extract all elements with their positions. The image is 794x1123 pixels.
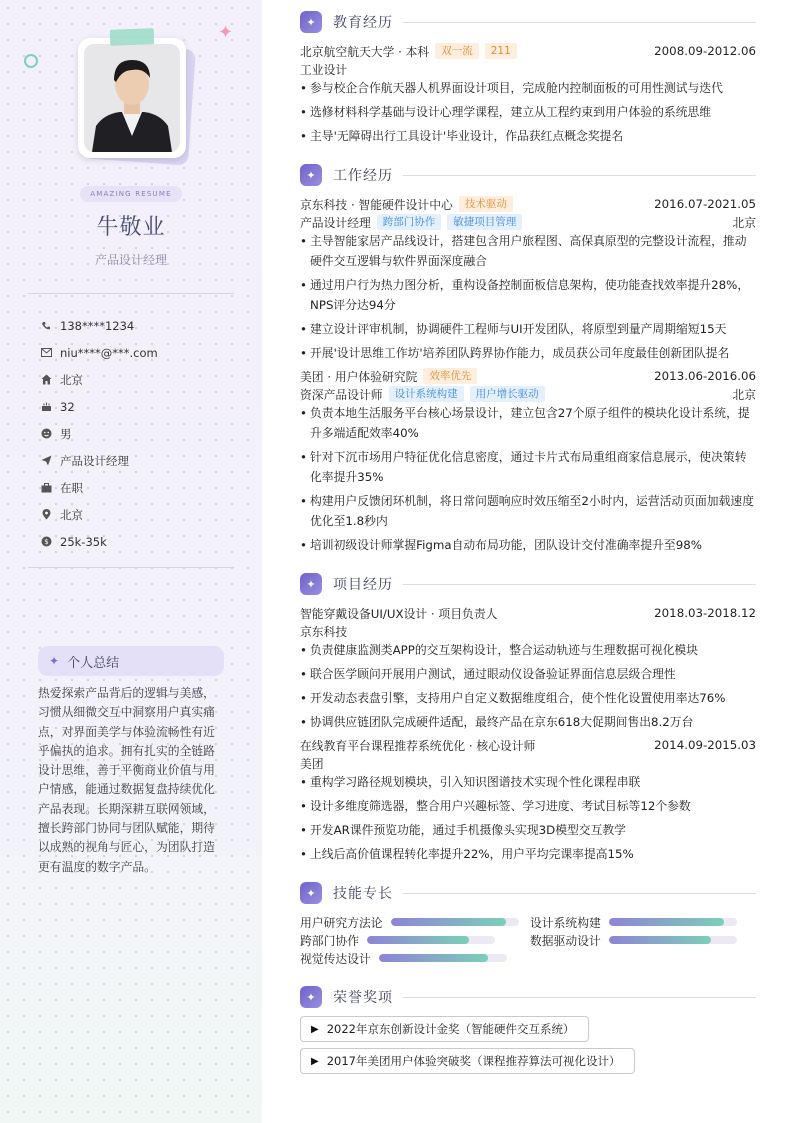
section-work-header [300,162,756,188]
section-projects-header [300,571,756,597]
role-tag: 跨部门协作 [377,214,442,230]
job-header-row [300,195,756,213]
project-header-row [300,604,756,622]
section-divider [403,175,756,176]
summary-heading-label: 个人总结 [67,655,120,671]
gender-icon [40,428,52,440]
skill-name: 跨部门协作 [300,933,359,948]
list-item: • 培训初级设计师掌握Figma自动布局功能，团队设计交付准确率提升至98% [300,535,756,555]
skill-name: 设计系统构建 [530,915,601,930]
section-education-header [300,9,756,35]
job-role: 资深产品设计师 [300,387,383,402]
job-role-row [300,385,756,403]
play-triangle-icon: ▶ [311,1023,319,1035]
section-divider [403,584,756,585]
project-org-row [300,754,756,772]
list-item: • 重构学习路径规划模块，引入知识图谱技术实现个性化课程串联 [300,772,756,792]
education-period: 2008.09-2012.06 [654,44,756,58]
candidate-name: 牛敬业 [96,215,166,240]
role-tag: 敏捷项目管理 [447,214,522,230]
salary-icon [40,536,52,548]
list-item: • 负责健康监测类APP的交互架构设计，整合运动轨迹与生理数据可视化模块 [300,640,756,660]
skill-name: 视觉传达设计 [300,951,371,966]
info-home [40,366,240,393]
list-item: • 针对下沉市场用户特征优化信息密度，通过卡片式布局重组商家信息展示，使决策转化率提升35% [300,447,756,487]
major: 工业设计 [300,62,348,77]
company-tag: 效率优先 [423,368,477,384]
education-major-row [300,60,756,78]
skill-bar [391,918,519,926]
role-tag: 设计系统构建 [389,386,464,402]
svg-text:$: $ [43,538,49,547]
list-item: • 主导智能家居产品线设计，搭建包含用户旅程图、高保真原型的完整设计流程，推动硬件交互逻辑与软件界面深度融合 [300,231,756,271]
sparkle-icon: ✦ [300,573,322,595]
section-title: 荣誉奖项 [333,990,393,1006]
skill-bar-fill [609,918,724,926]
job-city: 北京 [732,215,756,230]
resume-tag: AMAZING RESUME [80,186,182,202]
sidebar [0,0,262,1123]
list-item: • 开展'设计思维工作坊'培养团队跨界协作能力，成员获公司年度最佳创新团队提名 [300,343,756,363]
contact-info-list [40,312,240,555]
project-name: 智能穿戴设备UI/UX设计 · 项目负责人 [300,606,498,621]
education-header-row [300,42,756,60]
info-location [40,501,240,528]
summary-heading [38,646,224,676]
divider [28,567,234,568]
mail-icon [40,347,52,359]
school-tag: 双一流 [435,43,479,59]
list-item: • 联合医学顾问开展用户测试，通过眼动仪设备验证界面信息层级合理性 [300,664,756,684]
info-age [40,393,240,420]
decorative-ring [24,54,38,68]
list-item: • 通过用户行为热力图分析，重构设备控制面板信息架构，使功能查找效率提升28%，NPS评分达94分 [300,275,756,315]
sparkle-icon: ✦ [300,986,322,1008]
company-tag: 技术驱动 [459,196,513,212]
list-item: • 开发动态表盘引擎，支持用户自定义数据维度组合，使个性化设置使用率达76% [300,688,756,708]
skill-bar-fill [391,918,506,926]
skill-item [530,931,737,949]
job-city: 北京 [732,387,756,402]
section-title: 工作经历 [333,168,393,184]
section-divider [403,22,756,23]
section-title: 教育经历 [333,15,393,31]
info-status [40,474,240,501]
award-item [300,1016,589,1042]
list-item: • 参与校企合作航天器人机界面设计项目，完成舱内控制面板的可用性测试与迭代 [300,78,756,98]
phone-text: 138****1234 [60,318,135,333]
project-header-row [300,736,756,754]
skill-item [300,913,519,931]
skill-item [530,913,737,931]
briefcase-icon [40,482,52,494]
list-item: • 建立设计评审机制，协调硬件工程师与UI开发团队，将原型到量产周期缩短15天 [300,319,756,339]
skill-item [300,931,495,949]
position-text: 产品设计经理 [60,453,129,468]
job-period: 2016.07-2021.05 [654,197,756,211]
list-item: • 构建用户反馈闭环机制，将日常问题响应时效压缩至2小时内，运营活动页面加载速度优化至1.8秒内 [300,491,756,531]
project-org: 京东科技 [300,624,348,639]
job-header-row [300,367,756,385]
summary-text: 热爱探索产品背后的逻辑与美感，习惯从细微交互中洞察用户真实痛点，对界面美学与体验流畅性有近乎偏执的追求。拥有扎实的全链路设计思维，善于平衡商业价值与用户情感，能通过数据复盘持续优化产品表现。长期深耕互联网领域，擅长跨部门协同与团队赋能，期待以成熟的视角与匠心，为团队打造更有温度的数字产品。 [38,686,215,874]
award-text: 2017年美团用户体验突破奖（课程推荐算法可视化设计） [326,1054,621,1068]
job-role-row [300,213,756,231]
skill-bar [367,936,495,944]
home-icon [40,374,52,386]
salary-text: 25k-35k [60,534,107,549]
job-status-text: 在职 [60,480,83,495]
location-text: 北京 [60,507,83,522]
send-icon [40,455,52,467]
project-name: 在线教育平台课程推荐系统优化 · 核心设计师 [300,738,536,753]
skill-bar-fill [367,936,469,944]
project-org: 美团 [300,756,324,771]
section-skills-header [300,880,756,906]
info-salary [40,528,240,555]
section-title: 技能专长 [333,886,393,902]
phone-icon [40,320,52,332]
school-name: 北京航空航天大学 · 本科 [300,44,430,59]
job-role: 产品设计经理 [300,215,371,230]
divider [28,293,234,294]
list-item: • 上线后高价值课程转化率提升22%，用户平均完课率提高15% [300,844,756,864]
section-awards-header [300,984,756,1010]
company-name: 京东科技 · 智能硬件设计中心 [300,197,453,212]
skill-bar [609,936,737,944]
list-item: • 协调供应链团队完成硬件适配，最终产品在京东618大促期间售出8.2万台 [300,712,756,732]
project-period: 2014.09-2015.03 [654,738,756,752]
list-item: • 选修材料科学基础与设计心理学课程，建立从工程约束到用户体验的系统思维 [300,102,756,122]
project-org-row [300,622,756,640]
section-divider [403,997,756,998]
skill-item [300,949,507,967]
sparkle-icon: ✦ [49,654,60,668]
sparkle-icon: ✦ [300,164,322,186]
project-period: 2018.03-2018.12 [654,606,756,620]
list-item: • 负责本地生活服务平台核心场景设计，建立包含27个原子组件的模块化设计系统，提升多端适配效率40% [300,403,756,443]
play-triangle-icon: ▶ [311,1055,319,1067]
cake-icon [40,401,52,413]
age-text: 32 [60,399,75,414]
award-item [300,1048,635,1074]
company-name: 美团 · 用户体验研究院 [300,369,418,384]
photo-tape [110,28,155,46]
section-divider [403,893,756,894]
sparkle-icon: ✦ [300,882,322,904]
sparkle-icon: ✦ [300,11,322,33]
list-item: • 设计多维度筛选器，整合用户兴趣标签、学习进度、考试目标等12个参数 [300,796,756,816]
gender-text: 男 [60,426,72,441]
email-text: niu****@***.com [60,345,158,360]
info-email [40,339,240,366]
award-text: 2022年京东创新设计金奖（智能硬件交互系统） [326,1022,575,1036]
info-position [40,447,240,474]
info-phone [40,312,240,339]
list-item: • 主导'无障碍出行工具设计'毕业设计，作品获红点概念奖提名 [300,126,756,146]
avatar-photo [84,44,180,152]
skill-bar [609,918,737,926]
skill-name: 用户研究方法论 [300,915,383,930]
skill-bar-fill [609,936,711,944]
skill-name: 数据驱动设计 [530,933,601,948]
home-city-text: 北京 [60,372,83,387]
list-item: • 开发AR课件预览功能，通过手机摄像头实现3D模型交互教学 [300,820,756,840]
sparkle-icon: ✦ [218,22,234,43]
location-pin-icon [40,509,52,521]
candidate-title: 产品设计经理 [94,253,167,267]
skill-bar [379,954,507,962]
info-gender [40,420,240,447]
section-title: 项目经历 [333,577,393,593]
role-tag: 用户增长驱动 [470,386,545,402]
job-period: 2013.06-2016.06 [654,369,756,383]
skill-bar-fill [379,954,488,962]
avatar [78,38,186,158]
school-tag: 211 [485,43,517,59]
